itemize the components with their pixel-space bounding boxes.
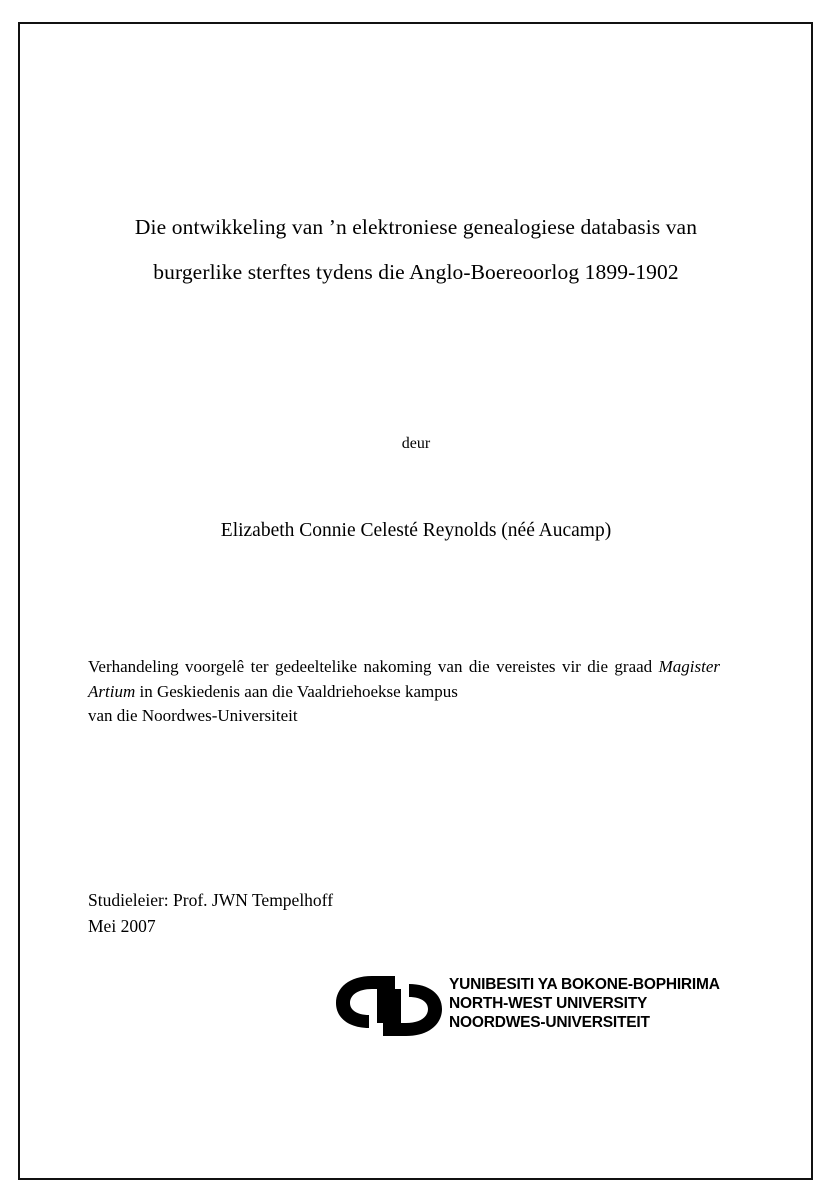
- supervisor-line: Studieleier: Prof. JWN Tempelhoff: [88, 890, 334, 910]
- nwu-emblem-icon: [333, 973, 445, 1039]
- title-line-1: Die ontwikkeling van ’n elektroniese genealogiese databasis van: [134, 215, 698, 239]
- logo-line-1: YUNIBESITI YA BOKONE-BOPHIRIMA: [449, 976, 720, 993]
- statement-part-3: van die Noordwes-Universiteit: [88, 706, 298, 725]
- statement-part-1: Verhandeling voorgelê ter gedeeltelike nakoming van die vereistes vir die graad: [88, 657, 659, 676]
- logo-text-block: [449, 975, 720, 1032]
- byline-label: deur: [401, 435, 431, 452]
- statement-degree-italic: Magister Artium: [88, 657, 720, 701]
- author-name: Elizabeth Connie Celesté Reynolds (néé Aucamp): [220, 520, 612, 541]
- page-title: [86, 205, 746, 295]
- university-logo: [241, 965, 720, 1045]
- logo-line-3: NOORDWES-UNIVERSITEIT: [449, 1014, 650, 1031]
- title-line-2: burgerlike sterftes tydens die Anglo-Boereoorlog 1899-1902: [153, 260, 679, 284]
- page-content: [86, 0, 746, 1200]
- supervisor-and-date: [88, 887, 588, 939]
- statement-part-2: in Geskiedenis aan die Vaaldriehoekse kampus: [135, 681, 458, 701]
- date-line: Mei 2007: [88, 916, 156, 936]
- degree-statement: [88, 655, 720, 729]
- logo-line-2: NORTH-WEST UNIVERSITY: [449, 995, 648, 1012]
